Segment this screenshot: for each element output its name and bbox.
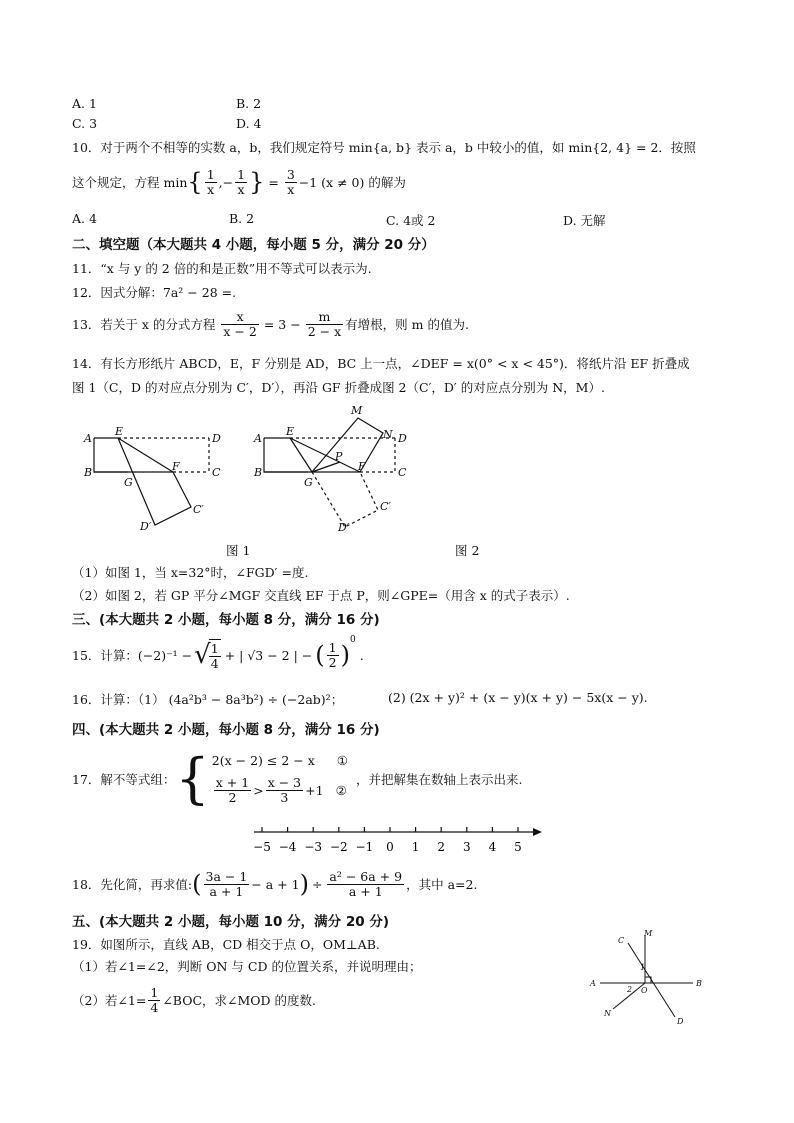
q10-brace-close: }	[249, 168, 265, 196]
q18-post: ，其中 a=2.	[406, 877, 478, 892]
figure-1-caption: 图 1	[226, 543, 251, 558]
fig19-label-angle1: 1	[640, 963, 646, 972]
figure-2	[250, 400, 420, 540]
fig1-label-dprime: D′	[140, 520, 152, 533]
q17-post: ，并把解集在数轴上表示出来.	[355, 772, 523, 787]
q15-sqrt: √ $\frac{1}{4}$	[194, 640, 219, 671]
q17	[72, 745, 522, 813]
q13-frac2: $\frac{m}{2 - x}$	[307, 308, 342, 339]
number-line-tick-label: −4	[278, 840, 297, 854]
q9-option-a: A. 1	[72, 96, 97, 111]
number-line-tick-label: 4	[488, 840, 497, 854]
q10-eq: =	[268, 174, 279, 190]
fig2-label-dprime: D′	[338, 521, 350, 534]
fig2-label-m: M	[351, 404, 363, 417]
q16	[72, 690, 648, 708]
fig2-label-e: E	[286, 425, 295, 438]
q15-pre: 15．计算：(−2)⁻¹ −	[72, 648, 193, 663]
q17-row2: $\frac{x + 1}{2}$ > $\frac{x - 3}{3}$ +1 ②	[215, 775, 347, 805]
q11: 11．“x 与 y 的 2 倍的和是正数”用不等式可以表示为.	[72, 261, 372, 276]
number-line-tick-label: 0	[386, 840, 394, 854]
q10-neg: ,−	[218, 174, 234, 190]
number-line-tick-label: −3	[304, 840, 323, 854]
q9-option-c: C. 3	[72, 116, 98, 131]
fig2-folded-flap	[312, 418, 383, 472]
fig1-label-e: E	[115, 425, 124, 438]
figure-q19	[585, 925, 710, 1030]
number-line-tick-label: −1	[355, 840, 374, 854]
q9-option-b: B. 2	[236, 96, 262, 111]
q10-option-b: B. 2	[229, 211, 255, 226]
q18: 18．先化简，再求值: ( $\frac{3a - 1}{a + 1}$ − a + 1 ) ÷ $\frac{\text{a² − 6a + 9}}{a + 1}$ ，其中 a=2.	[72, 868, 478, 899]
number-line	[250, 822, 550, 858]
fig19-label-c: C	[618, 936, 625, 945]
q10-stem: 10．对于两个不相等的实数 a，b，我们规定符号 min{a, b} 表示 a，b 中较小的值，如 min{2, 4} = 2．按照	[72, 140, 696, 155]
fig19-label-d: D	[677, 1017, 684, 1026]
q17-brace: {	[175, 747, 210, 810]
radical-icon: √	[194, 640, 211, 670]
q14-part1: （1）如图 1，当 x=32°时，∠FGD′ =度.	[72, 565, 309, 580]
q14-line2: 图 1（C，D 的对应点分别为 C′，D′），再沿 GF 折叠成图 2（C′，D′ 的对应点分别为 N，M）.	[72, 380, 605, 395]
q16-part1: (4a²b³ − 8a³b²) ÷ (−2ab)²；	[168, 692, 344, 707]
q13-pre: 13．若关于 x 的分式方程	[72, 317, 216, 332]
fig2-label-f: F	[358, 460, 366, 473]
fig1-label-d: D	[212, 432, 221, 445]
number-line-tick-label: 5	[514, 840, 522, 854]
fig1-label-a: A	[84, 432, 92, 445]
q14-part2: （2）如图 2，若 GP 平分∠MGF 交直线 EF 于点 P，则∠GPE=（用含 x 的式子表示）.	[72, 588, 570, 603]
section-4-heading: 四、(本大题共 2 小题，每小题 8 分，满分 16 分)	[72, 722, 380, 738]
number-line-tick-label: 3	[462, 840, 471, 854]
q15-mid: + | √3 − 2 | −	[224, 647, 313, 663]
fig2-label-n: N	[383, 428, 393, 441]
figure-2-caption: 图 2	[455, 543, 480, 558]
fig2-label-d: D	[398, 432, 407, 445]
section-2-heading: 二、填空题（本大题共 4 小题，每小题 5 分，满分 20 分）	[72, 237, 435, 253]
section-5-heading: 五、(本大题共 2 小题，每小题 10 分，满分 20 分)	[72, 914, 390, 930]
fig19-label-b: B	[696, 979, 702, 988]
fig19-label-angle2: 2	[627, 985, 633, 994]
q15-exp: 0	[349, 635, 356, 645]
number-line-tick-label: −2	[329, 840, 348, 854]
q10-brace-open: {	[187, 168, 203, 196]
figure-1	[80, 400, 240, 540]
q18-mid: − a + 1	[251, 876, 300, 892]
q19-line3: （2）若∠1= $\frac{1}{4}$ ∠BOC，求∠MOD 的度数.	[72, 984, 317, 1015]
fig1-label-c: C	[212, 466, 221, 479]
number-line-tick-label: 2	[437, 840, 446, 854]
fig19-label-m: M	[644, 929, 653, 938]
q13-post: 有增根，则 m 的值为.	[345, 317, 469, 332]
q18-div: ÷	[311, 876, 323, 892]
q13	[72, 305, 469, 343]
fig1-rect-left	[94, 438, 128, 472]
q10-option-a: A. 4	[72, 211, 97, 226]
q10-option-c: C. 4或 2	[386, 213, 436, 228]
q10-equation	[72, 162, 406, 202]
fig19-label-o: O	[641, 986, 648, 995]
fig1-label-b: B	[84, 466, 93, 479]
q19-line2: （1）若∠1=∠2，判断 ON 与 CD 的位置关系，并说明理由；	[72, 959, 422, 974]
q17-row1: 2(x − 2) ≤ 2 − x ①	[211, 753, 348, 768]
q10-line2-pre: 这个规定，方程	[72, 175, 160, 190]
q10-min: min	[163, 174, 188, 190]
fig1-fold-ef	[118, 438, 173, 472]
fig2-label-b: B	[254, 466, 263, 479]
q13-frac1: $\frac{x}{x - 2}$	[223, 308, 257, 339]
fig19-label-a: A	[590, 979, 596, 988]
q16-part2: (2) (2x + y)² + (x − y)(x + y) − 5x(x − y).	[388, 690, 648, 705]
number-line-tick-label: 1	[411, 840, 420, 854]
q13-mid: = 3 −	[263, 316, 301, 332]
q10-rest: −1 (x ≠ 0)	[298, 174, 365, 190]
section-3-heading: 三、(本大题共 2 小题，每小题 8 分，满分 16 分)	[72, 612, 380, 628]
q15: 15．计算：(−2)⁻¹ − √ $\frac{1}{4}$ + | √3 − 2 | − ( $\frac{1}{2}$ ) 0 .	[72, 635, 364, 671]
fig2-label-p: P	[335, 450, 343, 463]
q10-frac3: $\frac{3}{x}$	[286, 166, 295, 197]
q9-option-d: D. 4	[236, 116, 262, 131]
fig1-label-f: F	[172, 460, 180, 473]
q10-frac2: $\frac{1}{x}$	[237, 166, 246, 197]
q10-line2-post: 的解为	[368, 175, 406, 190]
q18-pre: 18．先化简，再求值:	[72, 877, 193, 892]
fig2-label-a: A	[254, 432, 262, 445]
fig2-label-cprime: C′	[380, 500, 391, 513]
q15-post: .	[359, 647, 364, 663]
q18-frac1: $\frac{3a - 1}{a + 1}$	[205, 868, 248, 899]
q18-frac2: $\frac{\text{a² − 6a + 9}}{a + 1}$	[329, 868, 403, 899]
fig1-label-g: G	[124, 476, 133, 489]
q10-option-d: D. 无解	[563, 213, 606, 228]
q17-system	[212, 753, 348, 805]
q15-half: $\frac{1}{2}$	[328, 639, 337, 670]
arrow-right-icon	[533, 828, 542, 836]
q10-frac1: $\frac{1}{x}$	[206, 166, 215, 197]
number-line-tick-label: −5	[253, 840, 271, 854]
fig2-label-c: C	[398, 466, 407, 479]
q14-line1: 14．有长方形纸片 ABCD，E，F 分别是 AD，BC 上一点，∠DEF = x(0° < x < 45°)．将纸片沿 EF 折叠成	[72, 356, 690, 371]
q19-line1: 19．如图所示，直线 AB，CD 相交于点 O，OM⊥AB.	[72, 937, 380, 952]
fig2-label-g: G	[304, 476, 313, 489]
q17-pre: 17．解不等式组：	[72, 772, 176, 787]
q16-pre: 16．计算：（1）	[72, 692, 165, 707]
fig2-dashed-flap	[312, 472, 378, 527]
q19-frac: $\frac{1}{4}$	[150, 984, 159, 1015]
q12: 12．因式分解：7a² − 28 =.	[72, 285, 237, 300]
fig19-label-n: N	[604, 1009, 611, 1018]
fig1-label-cprime: C′	[193, 503, 204, 516]
